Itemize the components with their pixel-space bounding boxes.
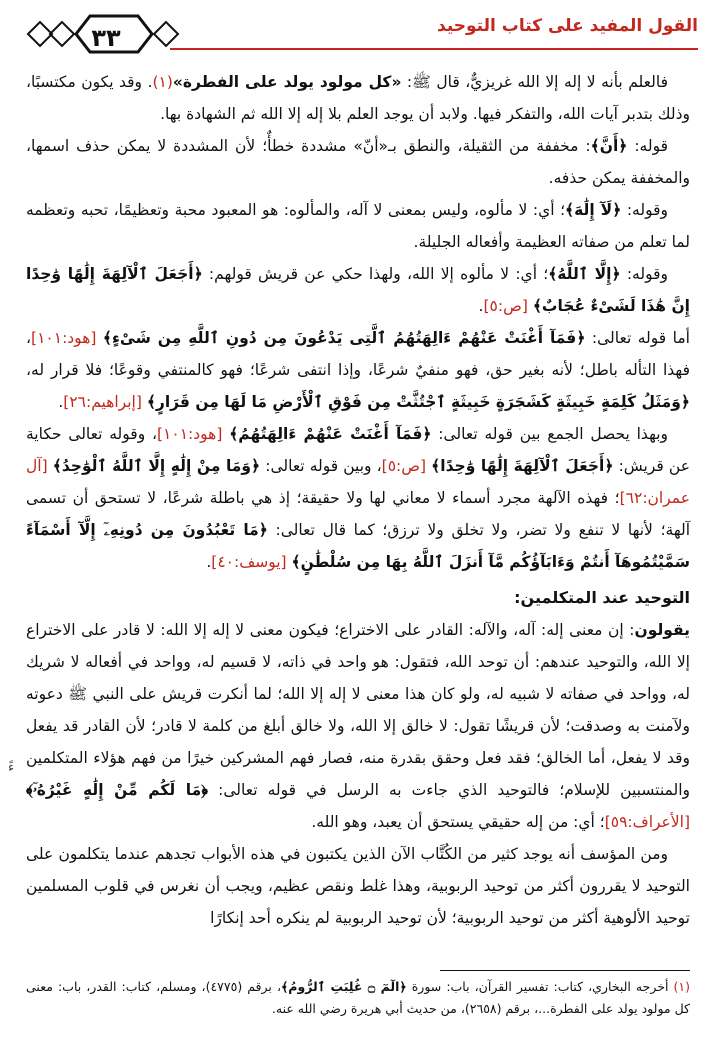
citation-reference: [هود:١٠١] [156, 425, 223, 443]
quoted-text: ﴿الٓمٓ ۝ غُلِبَتِ ٱلرُّومُ﴾ [280, 979, 407, 994]
paragraph [26, 418, 690, 578]
text-run: وبهذا يحصل الجمع بين قوله تعالى: [431, 425, 669, 443]
text-run: . [206, 553, 212, 571]
quoted-text: «كل مولود يولد على الفطرة» [172, 73, 402, 91]
quoted-text: ﴿مَا لَكُم مِّنْ إِلَٰهٍ غَيْرُهُۥٓ﴾ [26, 781, 209, 799]
text-run: ، وقوله تعالى حكاية عن قريش: [26, 425, 690, 475]
page-header [20, 12, 698, 56]
text-run: : إن معنى إله: آله، والآله: القادر على الاختراع؛ فيكون معنى لا إله إلا الله: لا قادر على الاختراع إلا الله، والتوحيد عندهم: أن توحد الله، فتقول: هو واحد في ذاته، لا قسيم له، وواحد في أفعاله لا شريك له، وواحد في صفاته لا شبيه له، ولو كان هذا معنى لا إله إلا الله؛ لما أنكرت قريش على النبي ﷺ دعوته ولآمنت به وصدقت؛ لأن قريشًا تقول: لا خالق إلا الله، ولا خالق أبلغ من كلمة لا قادر؛ لأن القادر قد يفعل وقد لا يفعل، أما الخالق؛ فقد فعل وحقق بقدرة منه، فصار فهم المشركين خيرًا من فهم هؤلاء المتكلمين والمنتسبين للإسلام؛ فالتوحيد الذي جاءت به الرسل في قوله تعالى: [26, 621, 690, 799]
text-run: ؛ فهذه الآلهة مجرد أسماء لا معاني لها ولا حقيقة؛ إذ هي باطلة شرعًا، لا تستحق أن تسمى آلهة؛ لأنها لا تنفع ولا تضر، ولا تخلق ولا ترزق؛ كما قال تعالى: [26, 489, 690, 539]
paragraph [26, 838, 690, 934]
text-run: ، برقم (٤٧٧٥)، ومسلم، كتاب: القدر، باب: معنى كل مولود يولد على الفطرة...، برقم (٢٦٥٨)، من حديث أبي هريرة رضي الله عنه. [26, 979, 690, 1016]
main-text [26, 66, 690, 934]
citation-reference: [هود:١٠١] [31, 329, 97, 347]
text-run: ؛ أي: لا مألوه إلا الله، ولهذا حكي عن قريش قولهم: [202, 265, 549, 283]
text-run: وقوله: [621, 201, 668, 219]
text-run: التوحيد عند المتكلمين: [514, 588, 690, 607]
text-run: . [58, 393, 64, 411]
quoted-text: ﴿أَجَعَلَ ٱلْآلِهَةَ إِلَٰهًا وَٰحِدًا﴾ [431, 457, 614, 475]
quoted-text: ﴿أَنَّ﴾ [590, 137, 628, 155]
footnote-divider [440, 970, 690, 971]
footnote [26, 976, 690, 1020]
citation-reference: [ص:٥] [381, 457, 427, 475]
citation-reference: [ص:٥] [483, 297, 528, 315]
text-run: قوله: [627, 137, 668, 155]
text-run: أخرجه البخاري، كتاب: تفسير القرآن، باب: سورة [406, 979, 674, 994]
citation-reference: [الأعراف:٥٩] [604, 813, 690, 831]
text-run: ، وبين قوله تعالى: [260, 457, 382, 475]
text-run: . وقد يكون مكتسبًا، وذلك بتدبر آيات الله، والتفكر فيها. ولابد أن يوجد العلم بلا إله إلا الله ثم الشهادة بها. [26, 73, 690, 123]
citation-reference: [آل عمران:٦٢] [26, 457, 690, 507]
text-run: : مخففة من الثقيلة، والنطق بـ«أنّ» مشددة خطأٌ؛ لأن المشددة لا يمكن حذف اسمها، والمخففة يمكن حذفه. [26, 137, 690, 187]
paragraph [26, 614, 690, 838]
quoted-text: ﴿فَمَآ أَغْنَتْ عَنْهُمْ ءَالِهَتُهُمُ ٱلَّتِى يَدْعُونَ مِن دُونِ ٱللَّهِ مِن شَىْءٍ﴾ [102, 329, 586, 347]
page-number: ٣٣ [91, 24, 121, 52]
text-run: ؛ أي: من إله حقيقي يستحق أن يعبد، وهو الله. [311, 813, 605, 831]
footnotes [26, 976, 690, 1020]
quoted-text: ﴿وَمَا مِنْ إِلَٰهٍ إِلَّا ٱللَّهُ ٱلْوَٰحِدُ﴾ [52, 457, 261, 475]
paragraph [26, 66, 690, 130]
quoted-text: ﴿لَآ إِلَٰهَ﴾ [565, 201, 622, 219]
running-title: القول المفيد على كتاب التوحيد [437, 16, 698, 36]
quoted-text: يقولون [634, 621, 690, 639]
text-run: فالعلم بأنه لا إله إلا الله غريزيٌّ، قال ﷺ: [401, 73, 668, 91]
header-rule [170, 48, 698, 50]
quoted-text: ﴿وَمَثَلُ كَلِمَةٍ خَبِيثَةٍ كَشَجَرَةٍ خَبِيثَةٍ ٱجْتُثَّتْ مِن فَوْقِ ٱلْأَرْضِ مَا لَهَا مِن قَرَارٍ﴾ [146, 393, 690, 411]
citation-reference: [يوسف:٤٠] [211, 553, 287, 571]
quoted-text: ﴿أَجَعَلَ ٱلْآلِهَةَ إِلَٰهًا وَٰحِدًا إِنَّ هَٰذَا لَشَىْءٌ عُجَابٌ﴾ [26, 265, 690, 315]
paragraph [26, 130, 690, 194]
citation-reference: (١) [673, 979, 690, 994]
text-run: ، فهذا التأله باطل؛ لأنه بغير حق، فهو منفيٌ شرعًا، وإذا انتفى شرعًا؛ فهو كالمنتفي وقوعًا؛ فلا قرار له، [26, 329, 690, 379]
text-run: أما قوله تعالى: [585, 329, 690, 347]
quoted-text: ﴿فَمَآ أَغْنَتْ عَنْهُمْ ءَالِهَتُهُمُ﴾ [229, 425, 432, 443]
section-heading [26, 582, 690, 614]
text-run: ؛ أي: لا مألوه، وليس بمعنى لا آله، والمألوه: هو المعبود محبة وتعظيمًا، تحبه وتعظمه لما تعلم من صفاته العظيمة وأفعاله الجليلة. [26, 201, 690, 251]
text-run: ومن المؤسف أنه يوجد كثير من الكُتَّاب الآن الذين يكتبون في هذه الأبواب تجدهم عندما يتكلمون على التوحيد لا يقررون أكثر من توحيد الربوبية، وهذا غلط ونقص عظيم، ويجب أن نغرس في قلوب المسلمين توحيد الألوهية أكثر من توحيد الربوبية؛ لأن توحيد الربوبية لم ينكره أحد إنكارًا [26, 845, 690, 927]
quoted-text: ﴿مَا تَعْبُدُونَ مِن دُونِهِۦٓ إِلَّآ أَسْمَآءً سَمَّيْتُمُوهَآ أَنتُمْ وَءَابَآؤُكُم مَّآ أَنزَلَ ٱللَّهُ بِهَا مِن سُلْطَٰنٍ﴾ [26, 521, 690, 571]
margin-mark: ءً [8, 760, 15, 775]
text-run: وقوله: [620, 265, 668, 283]
quoted-text: ﴿إِلَّا ٱللَّهُ﴾ [548, 265, 621, 283]
paragraph [26, 194, 690, 258]
citation-reference: (١) [152, 73, 173, 91]
paragraph [26, 322, 690, 418]
paragraph [26, 258, 690, 322]
citation-reference: [إبراهيم:٢٦] [63, 393, 142, 411]
text-run: . [478, 297, 484, 315]
